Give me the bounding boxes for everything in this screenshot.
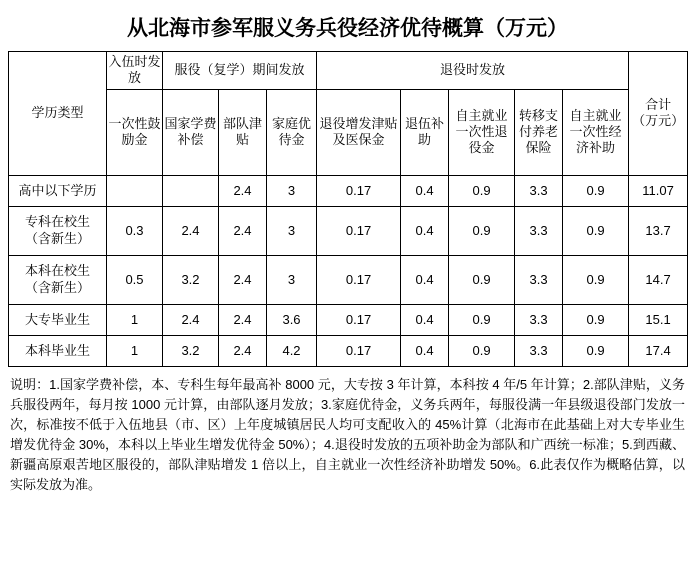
header-total-line1: 合计 xyxy=(645,97,672,113)
corner-label-text: 学历类型 xyxy=(31,105,84,121)
cell-0-8: 0.9 xyxy=(563,175,629,206)
header-sub-5: 退伍补助 xyxy=(401,89,449,175)
table-header-subs xyxy=(9,89,688,175)
row-label-2 xyxy=(9,255,107,304)
cell-3-5: 0.4 xyxy=(401,304,449,335)
cell-3-0: 1 xyxy=(107,304,163,335)
cell-4-7: 3.3 xyxy=(515,335,563,366)
row-label-0: 高中以下学历 xyxy=(9,175,107,206)
table-row xyxy=(9,304,688,335)
table-row xyxy=(9,175,688,206)
cell-0-6: 0.9 xyxy=(449,175,515,206)
row-label-1-line2: （含新生） xyxy=(24,230,90,246)
cell-3-4: 0.17 xyxy=(317,304,401,335)
cell-0-total: 11.07 xyxy=(629,175,688,206)
header-group-enlist-text: 入伍时发放 xyxy=(108,54,161,86)
cell-0-2: 2.4 xyxy=(219,175,267,206)
row-label-1-line1: 专科在校生 xyxy=(24,214,90,230)
cell-2-6: 0.9 xyxy=(449,255,515,304)
cell-2-5: 0.4 xyxy=(401,255,449,304)
cell-2-2: 2.4 xyxy=(219,255,267,304)
header-group-retire xyxy=(317,52,629,90)
row-label-3: 大专毕业生 xyxy=(9,304,107,335)
row-label-2-line2: （含新生） xyxy=(24,279,90,295)
benefits-table xyxy=(8,51,688,367)
table-row xyxy=(9,255,688,304)
row-label-1 xyxy=(9,206,107,255)
header-sub-0: 一次性鼓励金 xyxy=(107,89,163,175)
header-corner-label xyxy=(9,52,107,176)
header-total-line2: （万元） xyxy=(632,113,685,129)
cell-2-8: 0.9 xyxy=(563,255,629,304)
cell-0-7: 3.3 xyxy=(515,175,563,206)
cell-1-1: 2.4 xyxy=(163,206,219,255)
cell-2-1: 3.2 xyxy=(163,255,219,304)
cell-3-7: 3.3 xyxy=(515,304,563,335)
cell-4-3: 4.2 xyxy=(267,335,317,366)
cell-2-4: 0.17 xyxy=(317,255,401,304)
row-label-2-line1: 本科在校生 xyxy=(24,263,90,279)
cell-3-3: 3.6 xyxy=(267,304,317,335)
cell-4-total: 17.4 xyxy=(629,335,688,366)
table-row xyxy=(9,335,688,366)
header-sub-7: 转移支付养老保险 xyxy=(515,89,563,175)
footnote-text: 说明：1.国家学费补偿，本、专科生每年最高补 8000 元，大专按 3 年计算，本科按 4 年/5 年计算；2.部队津贴，义务兵服役两年，每月按 1000 元计算，由部队逐月发放；3.家庭优待金，义务兵两年，每服役满一年县级退役部门发放一次，标准按不低于入伍地县（市、区）上年度城镇居民人均可支配收入的 45%计算（北海市在此基础上对大专毕业生增发优待金 30%，本科以上毕业生增发优待金 50%）；4.退役时发放的五项补助金为部队和广西统一标准；5.到西藏、新疆高原艰苦地区服役的，部队津贴增发 1 倍以上，自主就业一次性经济补助增发 50%。6.此表仅作为概略估算，以实际发放为准。 xyxy=(10,376,685,493)
header-sub-3: 家庭优待金 xyxy=(267,89,317,175)
cell-1-total: 13.7 xyxy=(629,206,688,255)
table-header-groups xyxy=(9,52,688,90)
cell-0-5: 0.4 xyxy=(401,175,449,206)
cell-3-6: 0.9 xyxy=(449,304,515,335)
cell-4-6: 0.9 xyxy=(449,335,515,366)
page-title: 从北海市参军服义务兵役经济优待概算（万元） xyxy=(127,17,568,40)
cell-4-0: 1 xyxy=(107,335,163,366)
cell-0-3: 3 xyxy=(267,175,317,206)
cell-4-1: 3.2 xyxy=(163,335,219,366)
cell-1-6: 0.9 xyxy=(449,206,515,255)
cell-1-4: 0.17 xyxy=(317,206,401,255)
header-sub-8: 自主就业一次性经济补助 xyxy=(563,89,629,175)
header-group-service-text: 服役（复学）期间发放 xyxy=(174,62,305,78)
cell-0-1 xyxy=(163,175,219,206)
cell-1-8: 0.9 xyxy=(563,206,629,255)
cell-2-0: 0.5 xyxy=(107,255,163,304)
cell-3-total: 15.1 xyxy=(629,304,688,335)
cell-2-3: 3 xyxy=(267,255,317,304)
cell-0-4: 0.17 xyxy=(317,175,401,206)
cell-1-3: 3 xyxy=(267,206,317,255)
footnote xyxy=(8,375,687,496)
header-sub-4: 退役增发津贴及医保金 xyxy=(317,89,401,175)
header-total xyxy=(629,52,688,176)
cell-1-0: 0.3 xyxy=(107,206,163,255)
cell-4-4: 0.17 xyxy=(317,335,401,366)
cell-4-8: 0.9 xyxy=(563,335,629,366)
header-group-retire-text: 退役时发放 xyxy=(440,62,506,78)
header-group-service xyxy=(163,52,317,90)
cell-4-2: 2.4 xyxy=(219,335,267,366)
cell-1-7: 3.3 xyxy=(515,206,563,255)
row-label-4: 本科毕业生 xyxy=(9,335,107,366)
cell-3-1: 2.4 xyxy=(163,304,219,335)
header-sub-1: 国家学费补偿 xyxy=(163,89,219,175)
cell-3-8: 0.9 xyxy=(563,304,629,335)
cell-1-2: 2.4 xyxy=(219,206,267,255)
cell-2-total: 14.7 xyxy=(629,255,688,304)
header-group-enlist xyxy=(107,52,163,90)
header-sub-6: 自主就业一次性退役金 xyxy=(449,89,515,175)
cell-3-2: 2.4 xyxy=(219,304,267,335)
cell-4-5: 0.4 xyxy=(401,335,449,366)
cell-2-7: 3.3 xyxy=(515,255,563,304)
table-row xyxy=(9,206,688,255)
header-sub-2: 部队津贴 xyxy=(219,89,267,175)
cell-0-0 xyxy=(107,175,163,206)
cell-1-5: 0.4 xyxy=(401,206,449,255)
